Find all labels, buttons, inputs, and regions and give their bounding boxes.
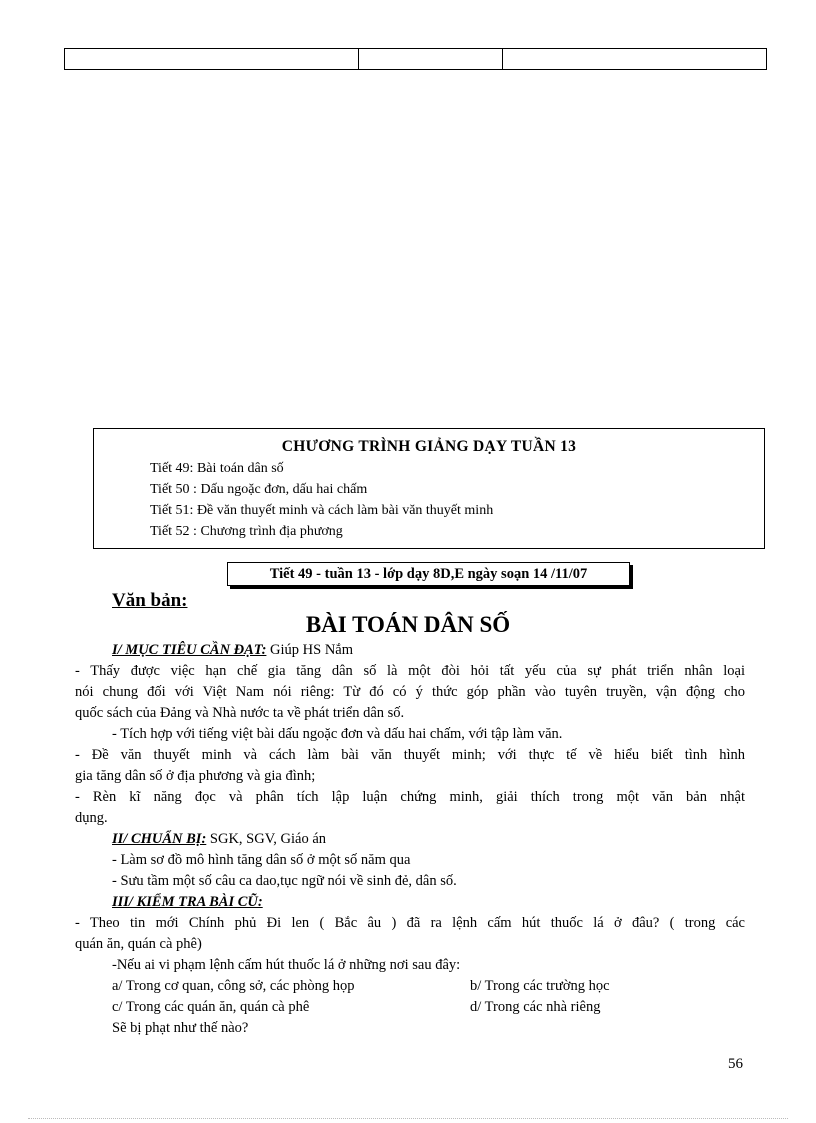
option-d: d/ Trong các nhà riêng	[470, 999, 601, 1015]
section-3-heading-line	[112, 894, 263, 911]
section-1-heading: I/ MỤC TIÊU CẦN ĐẠT:	[112, 642, 267, 658]
schedule-item: Tiết 50 : Dấu ngoặc đơn, dấu hai chấm	[150, 482, 368, 497]
paragraph-line: quốc sách của Đảng và Nhà nước ta về phát triển dân số.	[75, 705, 405, 721]
paragraph-line: gia tăng dân số ở địa phương và gia đình;	[75, 768, 316, 784]
lesson-header: Tiết 49 - tuần 13 - lớp dạy 8D,E ngày soạn 14 /11/07	[227, 562, 630, 586]
header-table-cell-3	[503, 49, 766, 69]
header-table	[64, 48, 767, 70]
page-bottom-divider	[28, 1118, 788, 1119]
paragraph-line: - Làm sơ đồ mô hình tăng dân số ở một số năm qua	[112, 852, 411, 868]
section-2-heading-line	[112, 831, 326, 848]
option-c: c/ Trong các quán ăn, quán cà phê	[112, 999, 310, 1015]
page-number: 56	[728, 1056, 743, 1072]
header-table-cell-2	[359, 49, 503, 69]
option-b: b/ Trong các trường học	[470, 978, 610, 994]
section-2-heading: II/ CHUẨN BỊ:	[112, 831, 207, 847]
paragraph-line: - Sưu tầm một số câu ca dao,tục ngữ nói về sinh đẻ, dân số.	[112, 873, 457, 889]
schedule-item: Tiết 49: Bài toán dân số	[150, 461, 284, 476]
section-3-heading: III/ KIỂM TRA BÀI CŨ:	[112, 894, 263, 910]
section-1-heading-line	[112, 642, 353, 659]
schedule-item: Tiết 51: Đề văn thuyết minh và cách làm bài văn thuyết minh	[150, 503, 494, 518]
section-2-subtitle: SGK, SGV, Giáo án	[209, 831, 327, 847]
schedule-item: Tiết 52 : Chương trình địa phương	[150, 524, 343, 539]
paragraph-line: quán ăn, quán cà phê)	[75, 936, 202, 952]
paragraph-line: nói chung đối với Việt Nam nói riêng: Từ đó có ý thức góp phần vào tuyên truyền, vận động cho	[75, 684, 745, 700]
paragraph-line: - Đề văn thuyết minh và cách làm bài văn thuyết minh; với thực tế về hiểu biết tình hình	[75, 747, 745, 763]
paragraph-line: - Thấy được việc hạn chế gia tăng dân số là một đòi hỏi tất yếu của sự phát triển nhân loại	[75, 663, 745, 679]
main-title: BÀI TOÁN DÂN SỐ	[305, 612, 511, 637]
header-table-cell-1	[65, 49, 359, 69]
section-1-subtitle: Giúp HS Nắm	[270, 642, 354, 658]
paragraph-line: - Theo tin mới Chính phủ Đi len ( Bắc âu ) đã ra lệnh cấm hút thuốc lá ở đâu? ( trong các	[75, 915, 745, 931]
weekly-schedule-box	[93, 428, 765, 549]
paragraph-line: dụng.	[75, 810, 108, 826]
paragraph-line: -Nếu ai vi phạm lệnh cấm hút thuốc lá ở những nơi sau đây:	[112, 957, 461, 973]
schedule-title: CHƯƠNG TRÌNH GIẢNG DẠY TUẦN 13	[281, 438, 577, 455]
paragraph-line: - Tích hợp với tiếng việt bài dấu ngoặc đơn và dấu hai chấm, với tập làm văn.	[112, 726, 563, 742]
paragraph-line: - Rèn kĩ năng đọc và phân tích lập luận chứng minh, giải thích trong một văn bản nhật	[75, 789, 745, 805]
option-a: a/ Trong cơ quan, công sở, các phòng họp	[112, 978, 355, 994]
text-type-label: Văn bản:	[112, 590, 188, 611]
question-line: Sẽ bị phạt như thế nào?	[112, 1020, 249, 1036]
